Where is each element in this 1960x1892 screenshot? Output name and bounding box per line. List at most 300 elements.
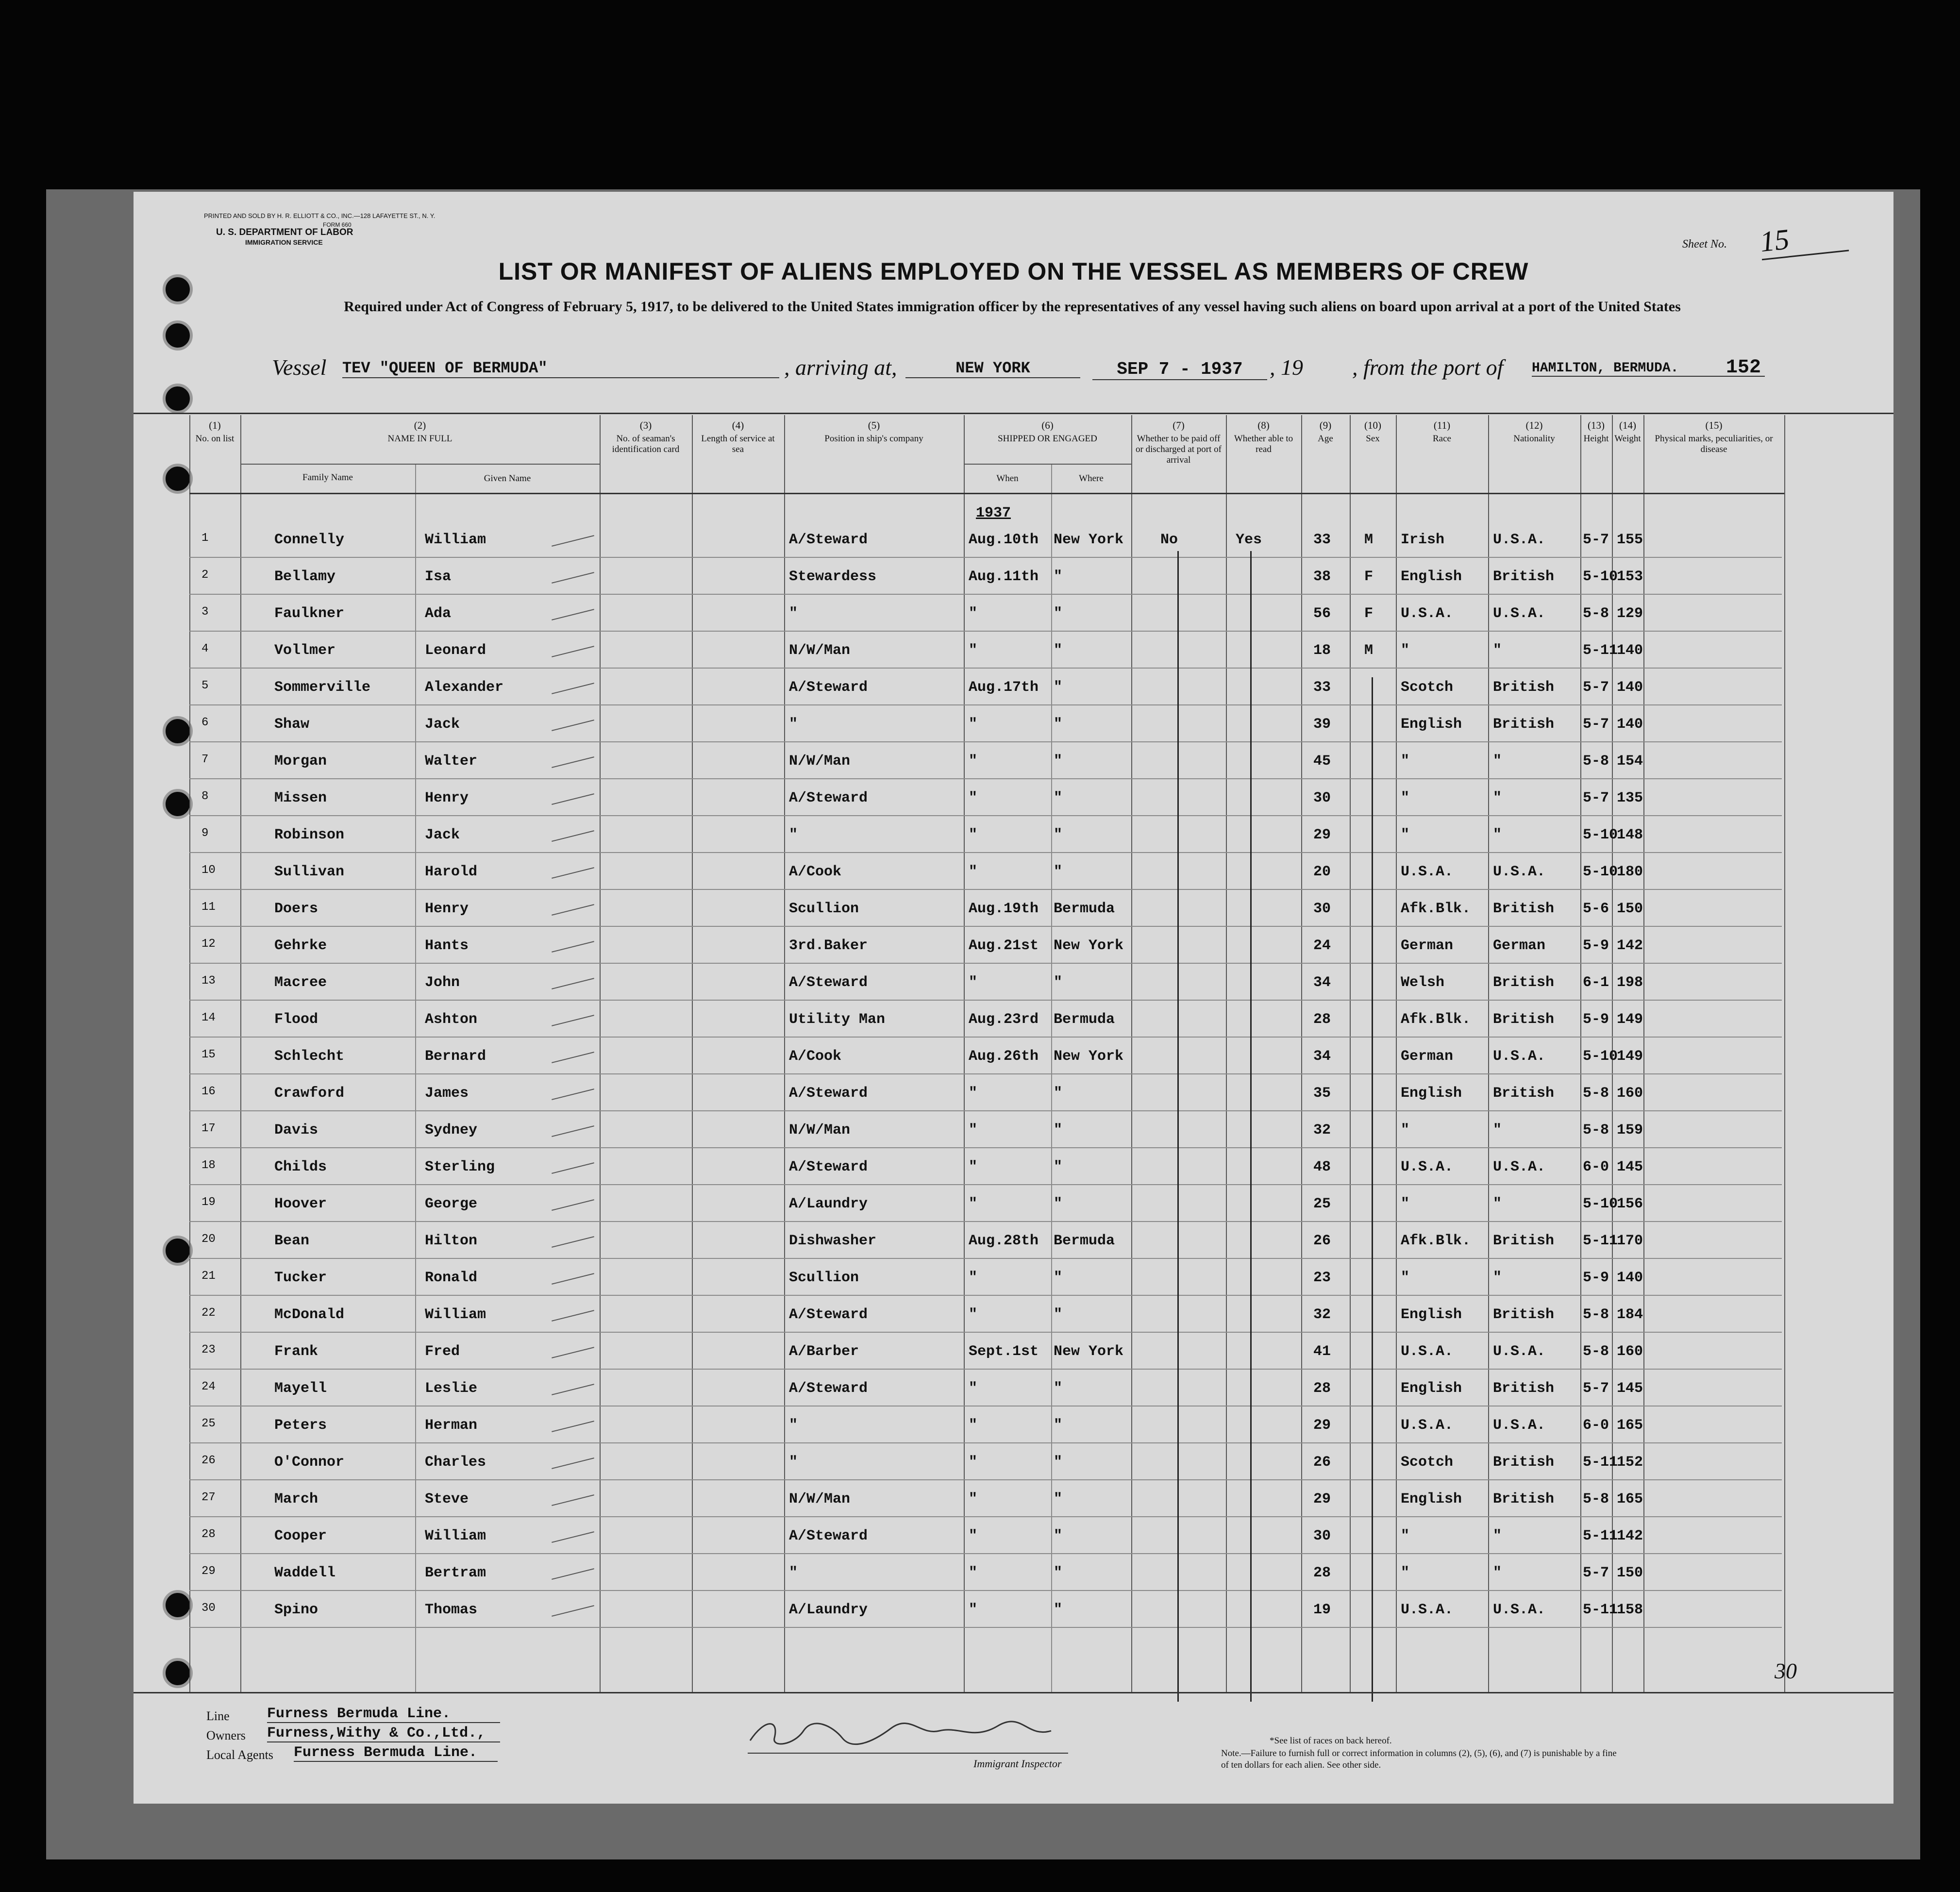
id-card-check-mark [552, 1310, 594, 1322]
race: English [1401, 1491, 1462, 1507]
shipped-where: " [1054, 1122, 1063, 1139]
shipped-where: " [1054, 1380, 1063, 1397]
row-rule [189, 704, 1782, 705]
sheet-no-label: Sheet No. [1682, 238, 1727, 251]
family-name: Peters [274, 1417, 327, 1434]
arrival-date: SEP 7 - 1937 [1092, 359, 1267, 380]
column-divider [600, 415, 601, 1692]
printer-credit: PRINTED AND SOLD BY H. R. ELLIOTT & CO., INC.—128 LAFAYETTE ST., N. Y. [204, 212, 436, 219]
weight: 149 [1617, 1048, 1643, 1065]
service: IMMIGRATION SERVICE [245, 238, 323, 246]
row-number: 29 [201, 1565, 216, 1578]
age: 32 [1313, 1306, 1331, 1323]
arriving-port: NEW YORK [905, 359, 1080, 378]
row-rule [189, 1295, 1782, 1296]
nationality: " [1493, 1270, 1502, 1286]
row-rule [189, 778, 1782, 779]
position: A/Steward [789, 1159, 868, 1175]
family-name: Cooper [274, 1528, 327, 1544]
height: 5-10 [1583, 569, 1618, 585]
height: 5-8 [1583, 1343, 1609, 1360]
id-card-check-mark [552, 1457, 594, 1469]
age: 56 [1313, 605, 1331, 622]
row-number: 1 [201, 532, 209, 545]
page-title: LIST OR MANIFEST OF ALIENS EMPLOYED ON THE VESSEL AS MEMBERS OF CREW [498, 258, 1529, 285]
age: 30 [1313, 790, 1331, 806]
nationality: U.S.A. [1493, 1048, 1546, 1065]
id-card-check-mark [552, 1531, 594, 1543]
height: 5-7 [1583, 679, 1609, 696]
height: 5-11 [1583, 1528, 1618, 1544]
punch-hole [163, 464, 193, 494]
position: A/Cook [789, 1048, 842, 1065]
family-name: Davis [274, 1122, 318, 1139]
weight: 180 [1617, 864, 1643, 880]
manifest-number: 152 [1726, 357, 1761, 379]
row-rule [189, 926, 1782, 927]
col-13-header: (13) Height [1583, 419, 1609, 444]
sex: F [1364, 605, 1374, 622]
punch-hole [163, 384, 193, 414]
shipped-where: " [1054, 1159, 1063, 1175]
row-rule [189, 963, 1782, 964]
position: A/Steward [789, 1528, 868, 1544]
row-rule [189, 1479, 1782, 1480]
id-card-check-mark [552, 1125, 594, 1137]
family-name: Bellamy [274, 569, 336, 585]
col-11-header: (11) Race [1433, 419, 1451, 444]
table-bottom-rule [134, 1692, 1893, 1693]
header-bottom-rule [189, 493, 1784, 494]
family-name: Robinson [274, 827, 345, 843]
shipped-where: " [1054, 1306, 1063, 1323]
ditto-arrow-col8 [1250, 551, 1252, 1702]
row-number: 21 [201, 1270, 216, 1283]
family-name: Mayell [274, 1380, 327, 1397]
id-card-check-mark [552, 1421, 594, 1432]
row-number: 30 [201, 1602, 216, 1615]
age: 29 [1313, 827, 1331, 843]
race: U.S.A. [1401, 1343, 1454, 1360]
position: " [789, 716, 798, 733]
height: 5-8 [1583, 753, 1609, 770]
weight: 149 [1617, 1011, 1643, 1028]
position: " [789, 1417, 798, 1434]
race: Welsh [1401, 974, 1445, 991]
punch-hole [163, 1658, 193, 1688]
shipped-when: " [969, 1491, 978, 1507]
shipped-when: " [969, 753, 978, 770]
shipped-where: " [1054, 569, 1063, 585]
col-6-header: (6) SHIPPED OR ENGAGED [998, 419, 1097, 444]
family-name: Sommerville [274, 679, 371, 696]
family-name: O'Connor [274, 1454, 345, 1471]
age: 25 [1313, 1196, 1331, 1212]
id-card-check-mark [552, 904, 594, 916]
id-card-check-mark [552, 941, 594, 953]
ditto-arrow-col10 [1372, 677, 1373, 1702]
height: 5-9 [1583, 938, 1609, 954]
nationality: British [1493, 1233, 1555, 1249]
height: 5-9 [1583, 1270, 1609, 1286]
shipped-when: Aug.26th [969, 1048, 1039, 1065]
row-rule [189, 1184, 1782, 1185]
shipped-when: " [969, 642, 978, 659]
shipped-where: " [1054, 605, 1063, 622]
id-card-check-mark [552, 1236, 594, 1248]
able-to-read-value: Yes [1236, 532, 1262, 548]
row-rule [189, 631, 1782, 632]
family-name: Frank [274, 1343, 318, 1360]
height: 5-8 [1583, 605, 1609, 622]
races-note: *See list of races on back hereof. [1270, 1736, 1392, 1746]
height: 5-10 [1583, 827, 1618, 843]
position: A/Steward [789, 790, 868, 806]
position: Stewardess [789, 569, 877, 585]
position: N/W/Man [789, 642, 851, 659]
nationality: U.S.A. [1493, 1602, 1546, 1618]
weight: 129 [1617, 605, 1643, 622]
id-card-check-mark [552, 978, 594, 989]
weight: 165 [1617, 1491, 1643, 1507]
family-name: Connelly [274, 532, 345, 548]
row-rule [189, 1000, 1782, 1001]
id-card-check-mark [552, 609, 594, 620]
agents-value: Furness Bermuda Line. [294, 1744, 498, 1762]
row-number: 23 [201, 1343, 216, 1356]
shipped-when: Aug.19th [969, 901, 1039, 917]
position: Scullion [789, 1270, 859, 1286]
height: 5-11 [1583, 1233, 1618, 1249]
col-8-header: (8) Whether able to read [1234, 419, 1293, 454]
nationality: " [1493, 827, 1502, 843]
family-name-header: Family Name [302, 472, 353, 483]
shipped-where: New York [1054, 938, 1124, 954]
race: English [1401, 569, 1462, 585]
inspector-label: Immigrant Inspector [973, 1758, 1062, 1770]
nationality: U.S.A. [1493, 1417, 1546, 1434]
age: 34 [1313, 974, 1331, 991]
row-rule [189, 1332, 1782, 1333]
nationality: British [1493, 716, 1555, 733]
row-number: 19 [201, 1196, 216, 1209]
height: 5-8 [1583, 1122, 1609, 1139]
shipped-when: " [969, 864, 978, 880]
height: 5-7 [1583, 790, 1609, 806]
family-name: March [274, 1491, 318, 1507]
position: Utility Man [789, 1011, 886, 1028]
shipped-where: Bermuda [1054, 901, 1115, 917]
total-count-note: 30 [1775, 1658, 1797, 1683]
row-rule [189, 1369, 1782, 1370]
race: Irish [1401, 532, 1445, 548]
row-rule [189, 1221, 1782, 1222]
age: 38 [1313, 569, 1331, 585]
arriving-label: , arriving at, [784, 355, 897, 380]
id-card-check-mark [552, 572, 594, 584]
punch-hole [163, 1236, 193, 1266]
race: " [1401, 1196, 1410, 1212]
col-7-header: (7) Whether to be paid off or discharged at port of arrival [1136, 419, 1222, 465]
given-name: Charles [425, 1454, 486, 1471]
age: 32 [1313, 1122, 1331, 1139]
shipped-where: " [1054, 716, 1063, 733]
height: 5-7 [1583, 532, 1609, 548]
given-name: Hilton [425, 1233, 478, 1249]
nationality: " [1493, 1122, 1502, 1139]
race: U.S.A. [1401, 1602, 1454, 1618]
family-name: Macree [274, 974, 327, 991]
id-card-check-mark [552, 1605, 594, 1617]
col-14-header: (14) Weight [1614, 419, 1641, 444]
position: A/Laundry [789, 1602, 868, 1618]
height: 5-7 [1583, 1565, 1609, 1581]
row-rule [189, 1442, 1782, 1443]
race: Scotch [1401, 1454, 1454, 1471]
nationality: British [1493, 679, 1555, 696]
row-rule [189, 1037, 1782, 1038]
height: 5-9 [1583, 1011, 1609, 1028]
row-number: 10 [201, 864, 216, 877]
where-header: Where [1079, 473, 1104, 484]
signature-line [748, 1753, 1068, 1754]
age: 26 [1313, 1233, 1331, 1249]
family-name: Crawford [274, 1085, 345, 1102]
age: 35 [1313, 1085, 1331, 1102]
position: Scullion [789, 901, 859, 917]
given-name: James [425, 1085, 469, 1102]
shipped-where: " [1054, 1528, 1063, 1544]
shipped-where: " [1054, 642, 1063, 659]
race: U.S.A. [1401, 1417, 1454, 1434]
row-rule [189, 668, 1782, 669]
owners-label: Owners [206, 1728, 246, 1742]
shipped-when: " [969, 827, 978, 843]
id-card-check-mark [552, 1273, 594, 1285]
family-name: Hoover [274, 1196, 327, 1212]
col-2-header: (2) NAME IN FULL [387, 419, 452, 444]
family-name: Missen [274, 790, 327, 806]
nationality: " [1493, 1528, 1502, 1544]
height: 5-10 [1583, 1196, 1618, 1212]
nationality: " [1493, 790, 1502, 806]
position: Dishwasher [789, 1233, 877, 1249]
row-rule [189, 557, 1782, 558]
sex: F [1364, 569, 1374, 585]
manifest-sheet [134, 192, 1893, 1804]
height: 6-0 [1583, 1159, 1609, 1175]
row-number: 20 [201, 1233, 216, 1246]
given-name: Bertram [425, 1565, 486, 1581]
given-name: John [425, 974, 460, 991]
shipped-where: Bermuda [1054, 1233, 1115, 1249]
position: A/Steward [789, 679, 868, 696]
race: English [1401, 1380, 1462, 1397]
row-number: 4 [201, 642, 209, 655]
row-rule [189, 1258, 1782, 1259]
col-4-header: (4) Length of service at sea [701, 419, 775, 454]
position: " [789, 1454, 798, 1471]
agents-label: Local Agents [206, 1748, 273, 1762]
family-name: Waddell [274, 1565, 336, 1581]
shipped-when: " [969, 790, 978, 806]
family-name: Bean [274, 1233, 310, 1249]
family-name: Sullivan [274, 864, 345, 880]
given-name: George [425, 1196, 478, 1212]
col-9-header: (9) Age [1318, 419, 1333, 444]
row-number: 12 [201, 938, 216, 951]
weight: 150 [1617, 1565, 1643, 1581]
age: 23 [1313, 1270, 1331, 1286]
weight: 155 [1617, 532, 1643, 548]
given-name: Henry [425, 790, 469, 806]
age: 33 [1313, 679, 1331, 696]
column-divider [1131, 415, 1132, 1692]
id-card-check-mark [552, 1347, 594, 1358]
row-number: 15 [201, 1048, 216, 1061]
row-rule [189, 1590, 1782, 1591]
position: " [789, 605, 798, 622]
col-1-header: (1) No. on list [195, 419, 235, 444]
col-5-header: (5) Position in ship's company [824, 419, 923, 444]
position: " [789, 1565, 798, 1581]
position: A/Barber [789, 1343, 859, 1360]
punch-hole [163, 789, 193, 819]
row-rule [189, 1516, 1782, 1517]
sex: M [1364, 642, 1374, 659]
race: U.S.A. [1401, 1159, 1454, 1175]
race: " [1401, 753, 1410, 770]
height: 6-0 [1583, 1417, 1609, 1434]
nationality: U.S.A. [1493, 532, 1546, 548]
given-name: Fred [425, 1343, 460, 1360]
height: 5-8 [1583, 1306, 1609, 1323]
col-12-header: (12) Nationality [1513, 419, 1555, 444]
given-name: Henry [425, 901, 469, 917]
family-name: Childs [274, 1159, 327, 1175]
row-number: 14 [201, 1011, 216, 1024]
given-name: Ashton [425, 1011, 478, 1028]
column-divider [189, 415, 190, 1692]
age: 39 [1313, 716, 1331, 733]
height: 5-6 [1583, 901, 1609, 917]
given-name: Herman [425, 1417, 478, 1434]
column-divider [1226, 415, 1227, 1692]
shipped-when: " [969, 605, 978, 622]
height: 5-11 [1583, 1602, 1618, 1618]
given-name: Harold [425, 864, 478, 880]
column-divider [692, 415, 693, 1692]
col-3-header: (3) No. of seaman's identification card [612, 419, 680, 454]
race: Afk.Blk. [1401, 1011, 1471, 1028]
given-name: Leslie [425, 1380, 478, 1397]
age: 20 [1313, 864, 1331, 880]
age: 28 [1313, 1565, 1331, 1581]
family-name: Flood [274, 1011, 318, 1028]
shipped-when: " [969, 1306, 978, 1323]
shipped-where: " [1054, 974, 1063, 991]
given-name: Ada [425, 605, 452, 622]
nationality: British [1493, 1454, 1555, 1471]
family-name: Doers [274, 901, 318, 917]
race: English [1401, 1306, 1462, 1323]
shipped-when: " [969, 1417, 978, 1434]
header-subrule [964, 464, 1131, 465]
row-rule [189, 1073, 1782, 1074]
shipped-when: Aug.28th [969, 1233, 1039, 1249]
race: " [1401, 1528, 1410, 1544]
age: 34 [1313, 1048, 1331, 1065]
id-card-check-mark [552, 1199, 594, 1211]
shipped-when: Aug.23rd [969, 1011, 1039, 1028]
shipped-when: Aug.11th [969, 569, 1039, 585]
height: 6-1 [1583, 974, 1609, 991]
id-card-check-mark [552, 720, 594, 731]
inspector-signature [745, 1716, 1061, 1750]
height: 5-11 [1583, 1454, 1618, 1471]
nationality: British [1493, 1491, 1555, 1507]
column-divider [964, 415, 965, 1692]
nationality: U.S.A. [1493, 864, 1546, 880]
shipped-when: " [969, 1085, 978, 1102]
id-card-check-mark [552, 1494, 594, 1506]
weight: 158 [1617, 1602, 1643, 1618]
row-number: 2 [201, 569, 209, 582]
column-divider [415, 464, 416, 1692]
weight: 165 [1617, 1417, 1643, 1434]
page-subtitle: Required under Act of Congress of February 5, 1917, to be delivered to the United States immigration officer by the representatives of any vessel having such aliens on board upon arrival at a port of the United States [344, 299, 1681, 315]
height: 5-11 [1583, 642, 1618, 659]
row-number: 24 [201, 1380, 216, 1393]
race: English [1401, 716, 1462, 733]
age: 29 [1313, 1491, 1331, 1507]
shipped-when: Aug.21st [969, 938, 1039, 954]
position: A/Cook [789, 864, 842, 880]
race: U.S.A. [1401, 864, 1454, 880]
race: " [1401, 642, 1410, 659]
family-name: Schlecht [274, 1048, 345, 1065]
given-name-header: Given Name [484, 473, 531, 484]
row-number: 18 [201, 1159, 216, 1172]
shipped-where: " [1054, 790, 1063, 806]
height: 5-7 [1583, 1380, 1609, 1397]
id-card-check-mark [552, 1052, 594, 1063]
shipped-when: " [969, 1380, 978, 1397]
position: A/Laundry [789, 1196, 868, 1212]
nationality: British [1493, 974, 1555, 991]
shipped-where: " [1054, 1085, 1063, 1102]
shipped-when: " [969, 1565, 978, 1581]
year-label: , 19 [1270, 355, 1303, 380]
position: A/Steward [789, 1380, 868, 1397]
from-port: HAMILTON, BERMUDA. [1532, 361, 1765, 377]
shipped-where: New York [1054, 1048, 1124, 1065]
column-divider [1580, 415, 1581, 1692]
given-name: Bernard [425, 1048, 486, 1065]
position: N/W/Man [789, 1122, 851, 1139]
fine-note: Note.—Failure to furnish full or correct information in columns (2), (5), (6), and (7) is punishable by a fine of ten dollars for each alien. See other side. [1221, 1748, 1617, 1770]
column-divider [1784, 415, 1785, 1692]
header-subrule [240, 464, 600, 465]
weight: 150 [1617, 901, 1643, 917]
weight: 153 [1617, 569, 1643, 585]
given-name: William [425, 532, 486, 548]
form-number: FORM 660 [323, 221, 352, 228]
age: 26 [1313, 1454, 1331, 1471]
owners-value: Furness,Withy & Co.,Ltd., [267, 1725, 500, 1742]
height: 5-10 [1583, 864, 1618, 880]
shipped-when: " [969, 1196, 978, 1212]
